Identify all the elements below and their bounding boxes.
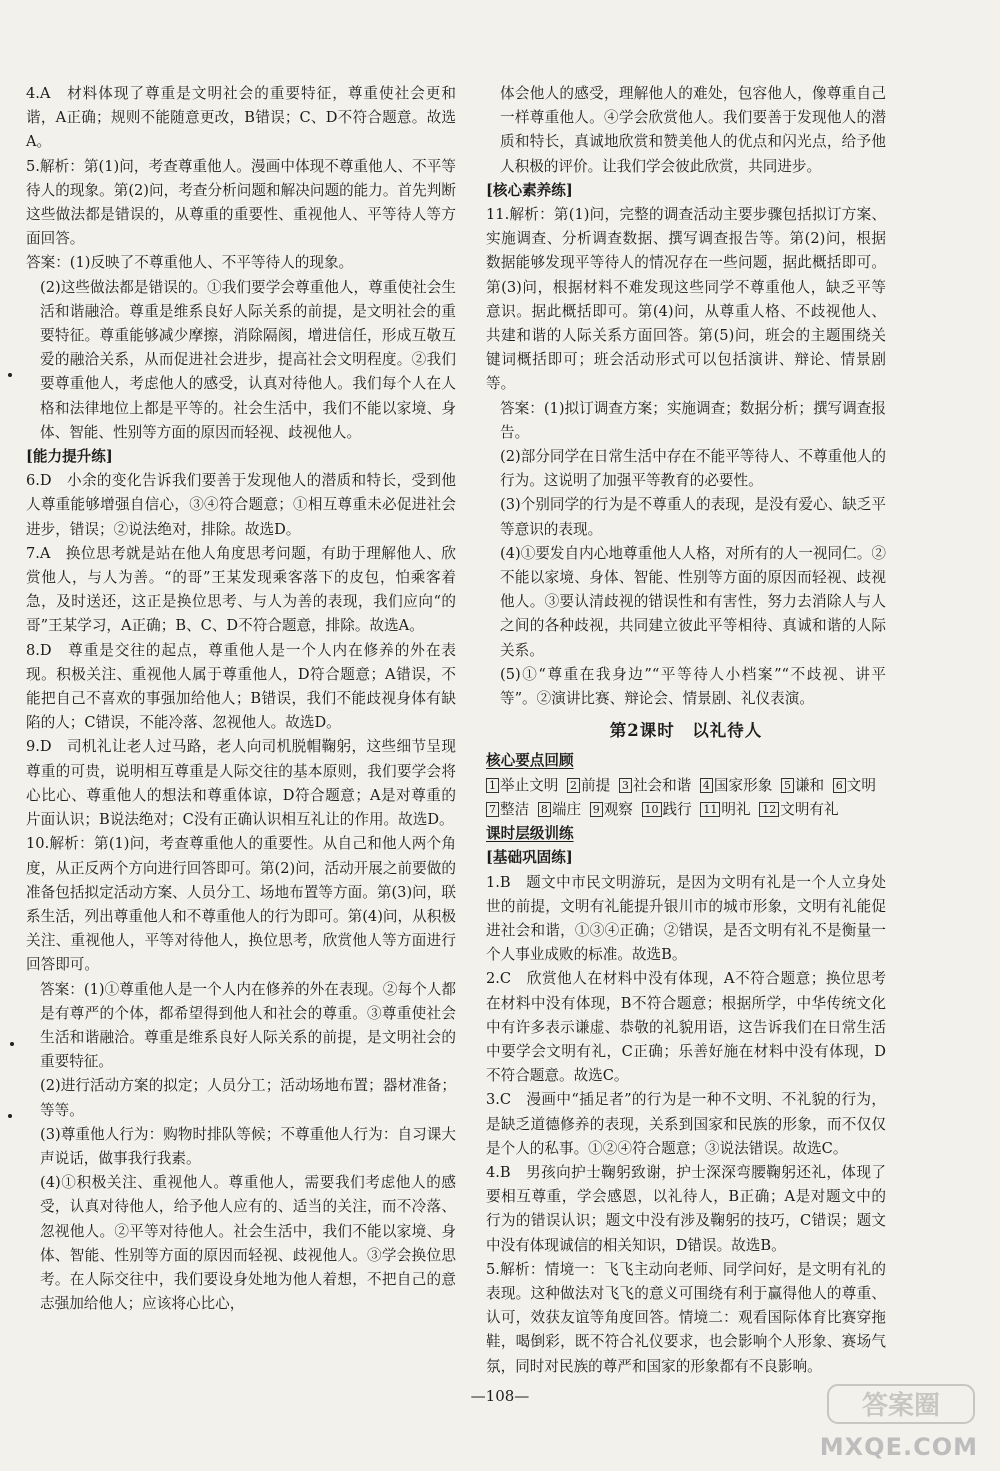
paragraph: (2)进行活动方案的拟定；人员分工；活动场地布置；器材准备；等等。 — [40, 1077, 456, 1119]
key-point-item — [538, 801, 581, 818]
margin-dot — [8, 373, 12, 377]
paragraph: 4.A 材料体现了尊重是文明社会的重要特征，尊重使社会更和谐，A正确；规则不能随意更改，B错误；C、D不符合题意。故选A。 — [26, 85, 456, 151]
paragraph: 11.解析：第(1)问，完整的调查活动主要步骤包括拟订方案、实施调查、分析调查数据、撰写调查报告等。第(2)问，根据数据能够发现平等待人的情况存在一些问题，据此概括即可。第(3)问，根据材料不难发现这些同学不尊重他人，缺乏平等意识。据此概括即可。第(4)问，从尊重人格、不歧视他人、共建和谐的人际关系方面回答。第(5)问，班会的主题围绕关键词概括即可；班会活动形式可以包括演讲、辩论、情景剧等。 — [486, 206, 886, 393]
key-point-item — [781, 777, 824, 794]
key-point-text: 社会和谐 — [632, 776, 692, 794]
key-point-text: 整洁 — [500, 800, 530, 818]
paragraph: (4)①积极关注、重视他人。尊重他人，需要我们考虑他人的感受，认真对待他人，给予他人应有的、适当的关注，而不冷落、忽视他人。②平等对待他人。社会生活中，我们不能以家境、身体、智能、性别等方面的原因而轻视、歧视他人。③学会换位思考。在人际交往中，我们要设身处地为他人着想，不把自己的意志强加给他人；应该将心比心， — [40, 1174, 456, 1313]
section-label: [核心素养练] — [486, 181, 573, 199]
key-point-text: 文明 — [846, 776, 876, 794]
paragraph: (2)部分同学在日常生活中存在不能平等待人、不尊重他人的行为。这说明了加强平等教育的必要性。 — [500, 448, 886, 490]
section-label: [能力提升练] — [26, 448, 113, 466]
page-number: —108— — [470, 1387, 530, 1405]
key-point-text: 前提 — [581, 776, 611, 794]
paragraph: 答案：(1)①尊重他人是一个人内在修养的外在表现。②每个人都是有尊严的个体，都希望得到他人和社会的尊重。③尊重使社会生活和谐融洽。尊重是维系良好人际关系的前提，是文明社会的重要特征。 — [40, 980, 456, 1071]
watermark-logo-text: 答案圈 — [861, 1391, 941, 1421]
margin-dot — [8, 1114, 12, 1118]
margin-dot — [10, 1042, 14, 1046]
paragraph: 6.D 小余的变化告诉我们要善于发现他人的潜质和特长，受到他人尊重能够增强自信心，③④符合题意；①相互尊重未必促进社会进步，错误；②说法绝对，排除。故选D。 — [26, 472, 456, 538]
watermark-logo — [826, 1381, 976, 1427]
key-point-item — [567, 777, 610, 794]
key-point-number: 3 — [619, 778, 632, 793]
paragraph: 1.B 题文中市民文明游玩，是因为文明有礼是一个人立身处世的前提，文明有礼能提升银川市的城市形象，文明有礼能促进社会和谐，①③④正确；②错误，是否文明有礼不是衡量一个人事业成败的标准。故选B。 — [486, 873, 886, 964]
key-point-item — [833, 777, 876, 794]
key-point-item — [759, 801, 838, 818]
right-column — [486, 82, 886, 1379]
key-point-text: 观察 — [603, 800, 633, 818]
key-point-text: 国家形象 — [713, 776, 773, 794]
key-point-item — [700, 777, 772, 794]
key-point-text: 举止文明 — [500, 776, 559, 794]
key-point-number: 12 — [759, 802, 779, 817]
paragraph: (5)①“尊重在我身边”“平等待人小档案”“不歧视、讲平等”。②演讲比赛、辩论会、情景剧、礼仪表演。 — [500, 665, 886, 708]
paragraph: 答案：(1)拟订调查方案；实施调查；数据分析；撰写调查报告。 — [500, 399, 886, 441]
paragraph: (2)这些做法都是错误的。①我们要学会尊重他人，尊重使社会生活和谐融洽。尊重是维系良好人际关系的前提，是文明社会的重要特征。尊重能够减少摩擦，消除隔阂，增进信任，形成互敬互爱的融洽关系，从而促进社会进步，提高社会文明程度。②我们要尊重他人，考虑他人的感受，认真对待他人。我们每个人在人格和法律地位上都是平等的。社会生活中，我们不能以家境、身体、智能、性别等方面的原因而轻视、歧视他人。 — [40, 278, 456, 441]
paragraph: 5.解析：第(1)问，考查尊重他人。漫画中体现不尊重他人、不平等待人的现象。第(2)问，考查分析问题和解决问题的能力。首先判断这些做法都是错误的，从尊重的重要性、重视他人、平等待人等方面回答。 — [26, 157, 456, 248]
key-point-item — [700, 801, 750, 818]
key-points-list — [486, 774, 886, 822]
left-column — [26, 82, 456, 1316]
key-point-number: 4 — [700, 778, 713, 793]
paragraph: 4.B 男孩向护士鞠躬致谢，护士深深弯腰鞠躬还礼，体现了要相互尊重，学会感恩，以礼待人，B正确；A是对题文中的行为的错误认识；题文中没有涉及鞠躬的技巧，C错误；题文中没有体现诚信的相关知识，D错误。故选B。 — [486, 1163, 886, 1254]
key-point-item — [619, 777, 691, 794]
key-point-text: 文明有礼 — [780, 800, 839, 818]
paragraph: 8.D 尊重是交往的起点，尊重他人是一个人内在修养的外在表现。积极关注、重视他人属于尊重他人，D符合题意；A错误，不能把自己不喜欢的事强加给他人；B错误，我们不能歧视身体有缺陷的人；C错误，不能冷落、忽视他人。故选D。 — [26, 641, 456, 732]
section-label: [基础巩固练] — [486, 849, 573, 867]
key-point-number: 8 — [538, 802, 551, 817]
key-point-number: 7 — [486, 802, 499, 817]
key-point-number: 1 — [486, 778, 499, 793]
watermark-site: MXQE.COM — [819, 1433, 978, 1461]
key-point-text: 端庄 — [551, 800, 582, 818]
section-heading: 核心要点回顾 — [486, 752, 574, 770]
lesson-title: 第2课时 以礼待人 — [609, 721, 763, 741]
paragraph: (4)①要发自内心地尊重他人人格，对所有的人一视同仁。②不能以家境、身体、智能、性别等方面的原因而轻视、歧视他人。③要认清歧视的错误性和有害性，努力去消除人与人之间的各种歧视，共同建立彼此平等相待、真诚和谐的人际关系。 — [500, 544, 886, 659]
paragraph: 10.解析：第(1)问，考查尊重他人的重要性。从自己和他人两个角度，从正反两个方向进行回答即可。第(2)问，活动开展之前要做的准备包括拟定活动方案、人员分工、场地布置等方面。第(3)问，联系生活，列出尊重他人和不尊重他人的行为即可。第(4)问，从积极关注、重视他人，平等对待他人，换位思考，欣赏他人等方面进行回答即可。 — [26, 835, 456, 974]
paragraph: 答案：(1)反映了不尊重他人、不平等待人的现象。 — [26, 254, 354, 272]
key-point-item — [590, 801, 633, 818]
key-point-text: 明礼 — [721, 800, 751, 818]
paragraph: 9.D 司机礼让老人过马路，老人向司机脱帽鞠躬，这些细节呈现尊重的可贵，说明相互尊重是人际交往的基本原则，我们要学会将心比心、尊重他人的想法和尊重体谅，D符合题意；A是对尊重的片面认识；B说法绝对；C没有正确认识相互礼让的作用。故选D。 — [26, 738, 456, 829]
paragraph: 5.解析：情境一：飞飞主动向老师、同学问好，是文明有礼的表现。这种做法对飞飞的意义可围绕有利于赢得他人的尊重、认可，效获友谊等角度回答。情境二：观看国际体育比赛穿拖鞋，喝倒彩，既不符合礼仪要求，也会影响个人形象、赛场气氛，同时对民族的尊严和国家的形象都有不良影响。 — [486, 1260, 886, 1375]
paragraph: 3.C 漫画中“插足者”的行为是一种不文明、不礼貌的行为，是缺乏道德修养的表现，关系到国家和民族的形象，而不仅仅是个人的私事。①②④符合题意；③说法错误。故选C。 — [486, 1091, 886, 1157]
key-point-item — [486, 801, 529, 818]
key-point-number: 5 — [781, 778, 794, 793]
key-point-number: 11 — [700, 802, 720, 817]
paragraph: 2.C 欣赏他人在材料中没有体现，A不符合题意；换位思考在材料中没有体现，B不符合题意；根据所学，中华传统文化中有许多表示谦虚、恭敬的礼貌用语，这告诉我们在日常生活中要学会文明有礼，C正确；乐善好施在材料中没有体现，D不符合题意。故选C。 — [486, 970, 886, 1085]
paragraph: 体会他人的感受，理解他人的难处，包容他人，像尊重自己一样尊重他人。④学会欣赏他人。我们要善于发现他人的潜质和特长，真诚地欣赏和赞美他人的优点和闪光点，给予他人积极的评价。让我们学会彼此欣赏，共同进步。 — [500, 85, 886, 175]
key-point-item — [486, 777, 558, 794]
paragraph: 7.A 换位思考就是站在他人角度思考问题，有助于理解他人、欣赏他人，与人为善。“的哥”王某发现乘客落下的皮包，怕乘客着急，及时送还，这正是换位思考、与人为善的表现，我们应向“的哥”王某学习，A正确；B、C、D不符合题意，排除。故选A。 — [26, 544, 456, 635]
key-point-number: 9 — [590, 802, 603, 817]
key-point-number: 2 — [567, 778, 580, 793]
watermark — [814, 1381, 984, 1461]
key-point-number: 6 — [833, 778, 846, 793]
key-point-number: 10 — [642, 802, 662, 817]
paragraph: (3)尊重他人行为：购物时排队等候；不尊重他人行为：自习课大声说话，做事我行我素。 — [40, 1125, 456, 1167]
key-point-item — [642, 801, 692, 818]
key-point-text: 践行 — [662, 800, 692, 818]
section-heading: 课时层级训练 — [486, 825, 574, 843]
paragraph: (3)个别同学的行为是不尊重人的表现，是没有爱心、缺乏平等意识的表现。 — [500, 496, 886, 538]
key-point-text: 谦和 — [794, 776, 825, 794]
